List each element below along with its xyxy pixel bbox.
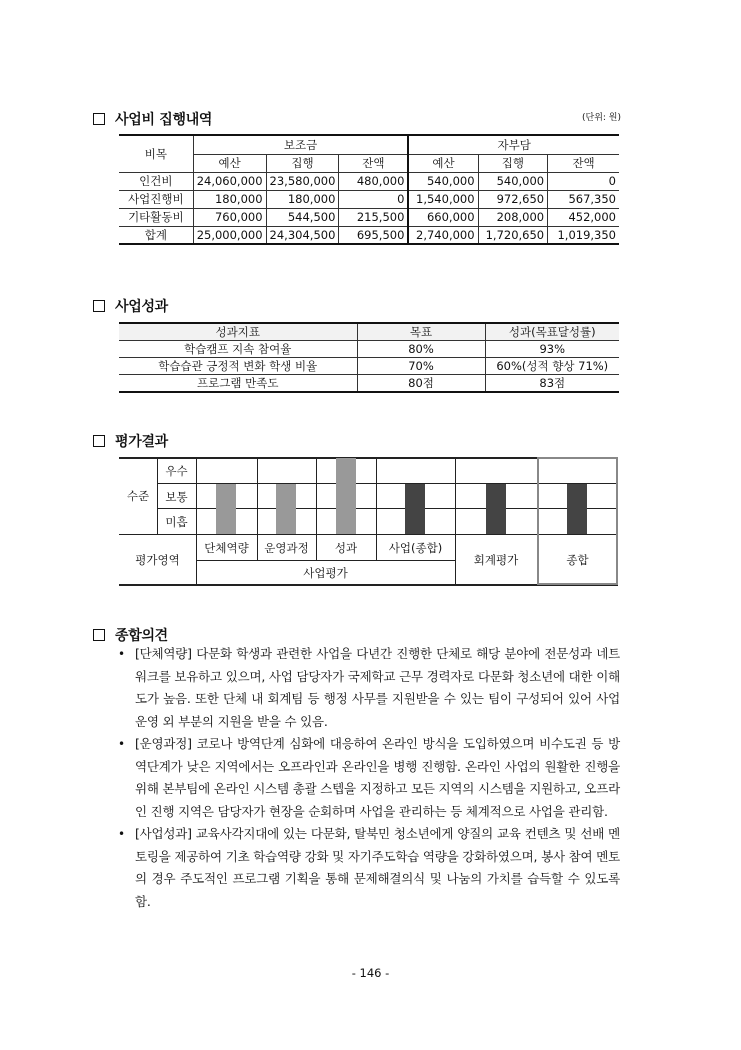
rating-bar-5 <box>486 484 506 534</box>
table-row <box>119 208 619 226</box>
header-outcome: 성과(목표달성률) <box>485 323 619 341</box>
cell: 695,500 <box>339 226 409 244</box>
header-subsidy: 보조금 <box>193 135 408 154</box>
table-row <box>119 172 619 190</box>
bullet-icon: • <box>118 647 126 661</box>
section-title: 사업비 집행내역 <box>115 112 213 128</box>
cell: 972,650 <box>478 190 548 208</box>
header-target: 목표 <box>357 323 485 341</box>
cell: 25,000,000 <box>193 226 266 244</box>
header-self-funded: 자부담 <box>408 135 619 154</box>
section-title: 사업성과 <box>115 299 168 315</box>
table-row <box>119 358 619 375</box>
cell: 540,000 <box>478 172 548 190</box>
group-project-evaluation: 사업평가 <box>303 566 348 580</box>
table-row <box>119 375 619 393</box>
rating-bar-4 <box>405 484 425 534</box>
cell: 480,000 <box>339 172 409 190</box>
section-header-opinion <box>93 625 168 645</box>
cell: 83점 <box>485 375 619 393</box>
header-balance: 잔액 <box>339 154 409 172</box>
header-indicator: 성과지표 <box>119 323 357 341</box>
row-item: 인건비 <box>119 172 193 190</box>
results-table <box>119 322 619 393</box>
section-title: 종합의견 <box>115 628 168 644</box>
header-item: 비목 <box>119 135 193 172</box>
cell: 학습습관 긍정적 변화 학생 비율 <box>119 358 357 375</box>
header-executed: 집행 <box>266 154 339 172</box>
level-excellent: 우수 <box>165 464 188 478</box>
cell: 180,000 <box>266 190 339 208</box>
opinion-list <box>118 643 620 913</box>
level-average: 보통 <box>165 490 188 504</box>
table-row-total <box>119 226 619 244</box>
list-item <box>118 733 620 823</box>
area-label: 평가영역 <box>135 553 180 567</box>
cell: 540,000 <box>408 172 478 190</box>
unit-label: (단위: 원) <box>582 113 621 123</box>
cell: 1,720,650 <box>478 226 548 244</box>
header-executed: 집행 <box>478 154 548 172</box>
cell: 760,000 <box>193 208 266 226</box>
cell: 180,000 <box>193 190 266 208</box>
cell: 1,540,000 <box>408 190 478 208</box>
table-row <box>119 341 619 358</box>
cell: 208,000 <box>478 208 548 226</box>
cell: 567,350 <box>548 190 619 208</box>
header-budget: 예산 <box>193 154 266 172</box>
budget-table <box>119 134 619 245</box>
cell: 80% <box>357 341 485 358</box>
section-header-results <box>93 296 168 316</box>
cell: 60%(성적 향상 71%) <box>485 358 619 375</box>
section-header-budget <box>93 109 212 129</box>
checkbox-square-icon <box>93 300 105 312</box>
level-poor: 미흡 <box>165 515 188 529</box>
checkbox-square-icon <box>93 629 105 641</box>
row-item: 사업진행비 <box>119 190 193 208</box>
rating-bar-2 <box>276 484 296 534</box>
rating-bar-1 <box>216 484 236 534</box>
page-number: - 146 - <box>351 966 390 980</box>
cell: 1,019,350 <box>548 226 619 244</box>
row-item: 합계 <box>119 226 193 244</box>
rating-bar-6 <box>567 484 587 534</box>
checkbox-square-icon <box>93 435 105 447</box>
table-row <box>119 190 619 208</box>
cell: 23,580,000 <box>266 172 339 190</box>
area-overall: 종합 <box>566 553 589 567</box>
header-budget: 예산 <box>408 154 478 172</box>
section-header-evaluation <box>93 431 168 451</box>
cell: 프로그램 만족도 <box>119 375 357 393</box>
cell: 93% <box>485 341 619 358</box>
cell: 학습캠프 지속 참여율 <box>119 341 357 358</box>
rating-bar-3 <box>336 458 356 534</box>
cell: 24,304,500 <box>266 226 339 244</box>
cell: 215,500 <box>339 208 409 226</box>
section-title: 평가결과 <box>115 434 168 450</box>
opinion-text: [사업성과] 교육사각지대에 있는 다문화, 탈북민 청소년에게 양질의 교육 컨텐츠 및 선배 멘토링을 제공하여 기초 학습역량 강화 및 자기주도학습 역량을 강화하였으며, 봉사 참여 멘토의 경우 주도적인 프로그램 기획을 통해 문제해결의식 및 나눔의 가치를 습득할 수 있도록 함. <box>135 826 620 909</box>
cell: 24,060,000 <box>193 172 266 190</box>
checkbox-square-icon <box>93 113 105 125</box>
level-label: 수준 <box>126 489 150 503</box>
bullet-icon: • <box>118 737 126 751</box>
evaluation-chart <box>119 457 618 585</box>
cell: 0 <box>548 172 619 190</box>
cell: 544,500 <box>266 208 339 226</box>
area-capacity: 단체역량 <box>204 541 249 555</box>
list-item <box>118 643 620 733</box>
opinion-text: [단체역량] 다문화 학생과 관련한 사업을 다년간 진행한 단체로 해당 분야에 전문성과 네트워크를 보유하고 있으며, 사업 담당자가 국제학교 근무 경력자로 다문화 청소년에 대한 이해도가 높음. 또한 단체 내 회계팀 등 행정 사무를 지원받을 수 있는 팀이 구성되어 있어 사업 운영 외 부분의 지원을 받을 수 있음. <box>135 646 620 729</box>
cell: 80점 <box>357 375 485 393</box>
cell: 70% <box>357 358 485 375</box>
row-item: 기타활동비 <box>119 208 193 226</box>
area-process: 운영과정 <box>264 541 309 555</box>
cell: 452,000 <box>548 208 619 226</box>
cell: 2,740,000 <box>408 226 478 244</box>
opinion-text: [운영과정] 코로나 방역단계 심화에 대응하여 온라인 방식을 도입하였으며 비수도권 등 방역단계가 낮은 지역에서는 오프라인과 온라인을 병행 진행함. 온라인 사업의 원활한 진행을 위해 본부팀에 온라인 시스템 총괄 스텝을 지정하고 모든 지역의 시스템을 지원하고, 오프라인 진행 지역은 담당자가 현장을 순회하며 사업을 관리하는 등 체계적으로 사업을 관리함. <box>135 736 620 819</box>
cell: 660,000 <box>408 208 478 226</box>
area-accounting: 회계평가 <box>473 553 519 567</box>
list-item <box>118 823 620 913</box>
bullet-icon: • <box>118 827 126 841</box>
area-project-overall: 사업(종합) <box>388 541 443 555</box>
area-outcome: 성과 <box>334 541 358 555</box>
cell: 0 <box>339 190 409 208</box>
header-balance: 잔액 <box>548 154 619 172</box>
